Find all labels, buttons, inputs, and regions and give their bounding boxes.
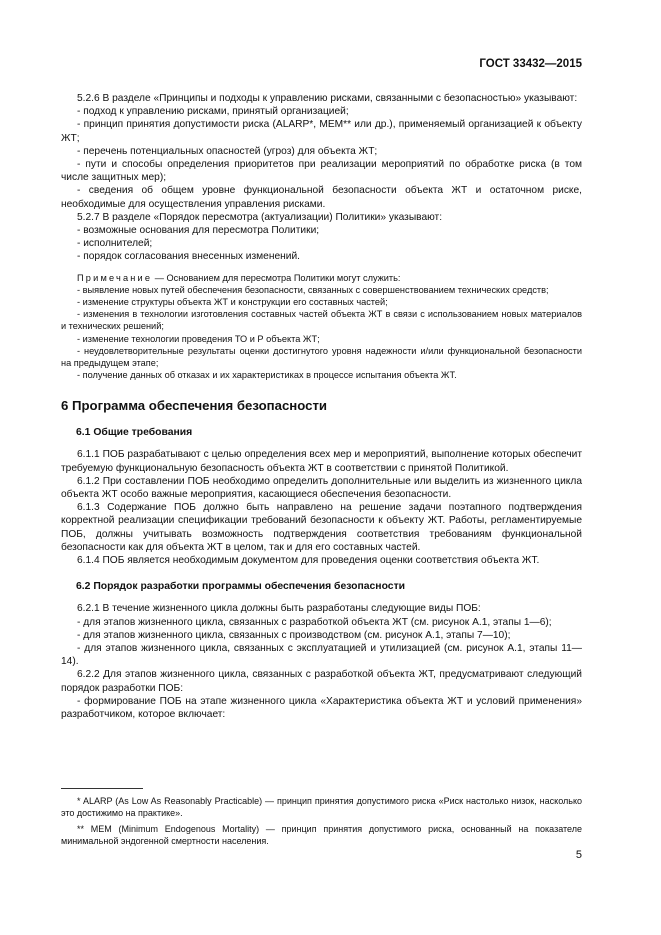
paragraph: 6.1.1 ПОБ разрабатывают с целью определения всех мер и мероприятий, выполнение которых обеспечит требуемую функциональную безопасность объекта ЖТ в соответствии с принятой Политикой. <box>61 449 582 474</box>
list-item: - порядок согласования внесенных изменений. <box>77 251 300 263</box>
page-number: 5 <box>575 849 582 861</box>
note-item: - изменения в технологии изготовления составных частей объекта ЖТ в связи с использованием новых материалов и технических решений; <box>61 309 582 332</box>
note-block <box>61 272 582 382</box>
note-item: - получение данных об отказах и их характеристиках в процессе испытания объекта ЖТ. <box>77 370 457 381</box>
note-lead-text: — Основанием для пересмотра Политики могут служить: <box>152 272 401 283</box>
list-item: - для этапов жизненного цикла, связанных с разработкой объекта ЖТ (см. рисунок А.1, этапы 1—6); <box>77 616 552 628</box>
list-item: - перечень потенциальных опасностей (угроз) для объекта ЖТ; <box>77 145 378 157</box>
clause-5-2-7-intro: 5.2.7 В разделе «Порядок пересмотра (актуализации) Политики» указывают: <box>77 211 443 223</box>
list-item: - для этапов жизненного цикла, связанных с производством (см. рисунок А.1, этапы 7—10); <box>77 629 511 641</box>
subsection-heading: 6.2 Порядок разработки программы обеспечения безопасности <box>76 581 406 593</box>
document-code-header: ГОСТ 33432—2015 <box>479 58 582 70</box>
subsection-heading: 6.1 Общие требования <box>76 427 193 439</box>
list-item: - возможные основания для пересмотра Политики; <box>77 225 320 237</box>
footnote-divider <box>61 788 143 789</box>
note-label: Примечание <box>77 272 153 283</box>
note-item: - неудовлетворительные результаты оценки достигнутого уровня надежности и/или функциональной безопасности на предыдущем этапе; <box>61 345 582 369</box>
paragraph: 6.1.2 При составлении ПОБ необходимо определить дополнительные или выделить из жизненного цикла объекта ЖТ особо важные мероприятия, касающиеся обеспечения безопасности. <box>61 475 582 501</box>
clause-6-2-2-intro: 6.2.2 Для этапов жизненного цикла, связанных с разработкой объекта ЖТ, предусматривают следующий порядок разработки ПОБ: <box>61 669 582 694</box>
list-item: - принцип принятия допустимости риска (ALARP*, MEM** или др.), применяемый организацией к объекту ЖТ; <box>61 119 582 144</box>
list-item: - формирование ПОБ на этапе жизненного цикла «Характеристика объекта ЖТ и условий применения» разработчиком, которое включает: <box>61 695 582 720</box>
note-item: - изменение технологии проведения ТО и Р объекта ЖТ; <box>77 333 320 344</box>
page-content <box>61 92 582 721</box>
note-item: - изменение структуры объекта ЖТ и конструкции его составных частей; <box>77 297 388 308</box>
clause-5-2-6-intro: 5.2.6 В разделе «Принципы и подходы к управлению рисками, связанными с безопасностью» указывают: <box>77 93 578 104</box>
note-item: - выявление новых путей обеспечения безопасности, связанных с совершенствованием технических средств; <box>77 284 549 295</box>
list-item: - подход к управлению рисками, принятый организацией; <box>77 106 349 118</box>
footnote: ** MEM (Minimum Endogenous Mortality) — принцип принятия допустимого риска, основанный на показателе минимальной эндогенной смертности населения. <box>61 824 582 846</box>
list-item: - исполнителей; <box>77 238 153 250</box>
list-item: - для этапов жизненного цикла, связанных с эксплуатацией и утилизацией (см. рисунок А.1, этапы 11—14). <box>61 642 582 668</box>
footnotes <box>61 788 582 851</box>
clause-6-2-1-intro: 6.2.1 В течение жизненного цикла должны быть разработаны следующие виды ПОБ: <box>77 603 481 615</box>
list-item: - сведения об общем уровне функциональной безопасности объекта ЖТ и остаточном риске, необходимые для осуществления управления рисками. <box>61 185 582 210</box>
paragraph: 6.1.4 ПОБ является необходимым документом для проведения оценки соответствия объекта ЖТ. <box>77 555 540 567</box>
footnote: * ALARP (As Low As Reasonably Practicable) — принцип принятия допустимого риска «Риск настолько низок, насколько это достижимо на практике». <box>61 796 582 818</box>
note-lead <box>61 272 582 284</box>
paragraph: 6.1.3 Содержание ПОБ должно быть направлено на решение задачи поэтапного подтверждения корректной реализации спецификации требований безопасности к объекту ЖТ. Работы, регламентируемые ПОБ, должны учитывать возможность подтверждения соответствия требованиям функциональной безопасности как для объекта ЖТ в целом, так и для его составных частей. <box>61 502 582 553</box>
section-heading: 6 Программа обеспечения безопасности <box>61 398 328 414</box>
list-item: - пути и способы определения приоритетов при реализации мероприятий по обработке риска (в том числе защитных мер); <box>61 159 582 184</box>
